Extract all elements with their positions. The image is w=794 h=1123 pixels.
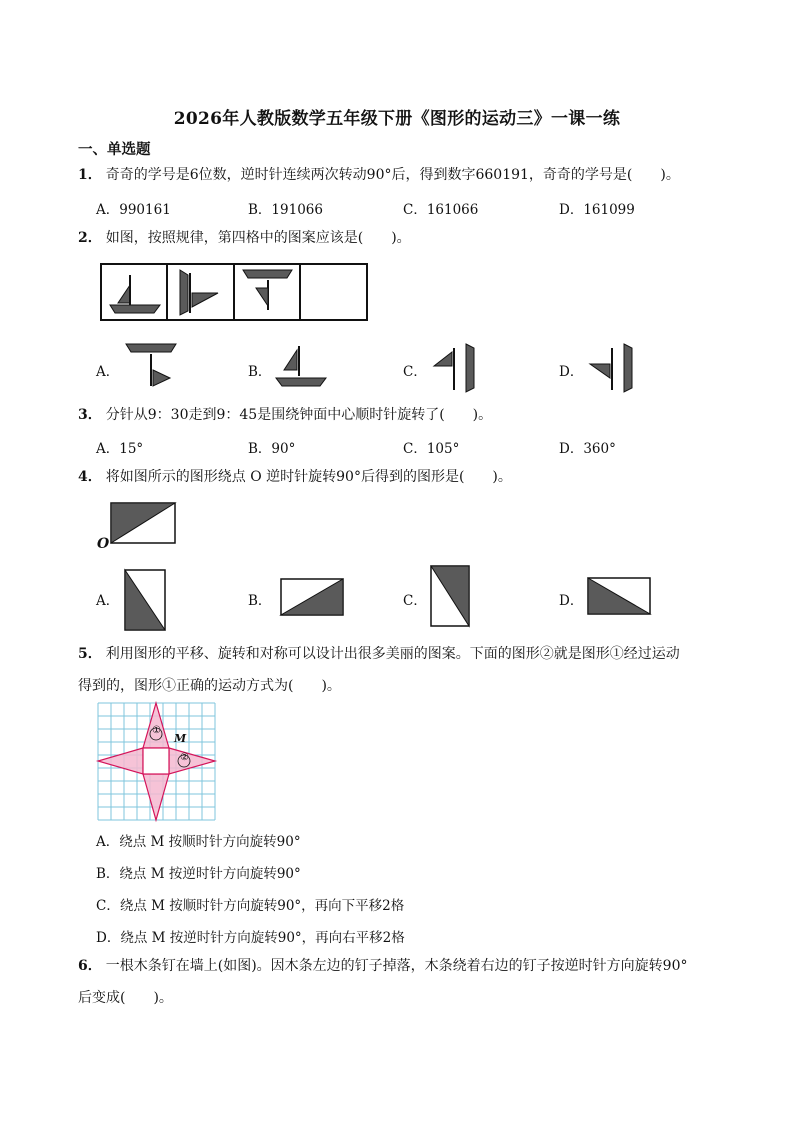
q4-option-b-figure — [280, 578, 344, 616]
point-o-label: O — [97, 536, 110, 552]
section-heading: 一、单选题 — [78, 141, 151, 158]
question-number: 3． — [78, 407, 102, 423]
q3-option-d: D．360° — [559, 441, 616, 457]
question-text: 如图，按照规律，第四格中的图案应该是( )。 — [105, 230, 411, 246]
shape-bottom — [143, 774, 169, 820]
center-square — [143, 748, 169, 774]
q3-option-c: C．105° — [403, 441, 460, 457]
question-4 — [78, 467, 512, 487]
q5-grid-figure — [98, 703, 216, 823]
q2-option-c: C． — [403, 364, 427, 380]
question-text: 将如图所示的图形绕点 O 逆时针旋转90°后得到的图形是( )。 — [105, 469, 512, 485]
q5-option-d: D．绕点 M 按逆时针方向旋转90°，再向右平移2格 — [96, 930, 405, 946]
q1-option-c: C．161066 — [403, 202, 479, 218]
question-1 — [78, 165, 680, 185]
shape-1-label: ① — [152, 725, 161, 736]
q4-option-d-figure — [587, 577, 651, 615]
q2-option-a-figure — [124, 342, 180, 390]
question-number: 1． — [78, 167, 102, 183]
question-text-line-1: 一根木条钉在墙上(如图)。因木条左边的钉子掉落，木条绕着右边的钉子按逆时针方向旋转90° — [105, 958, 688, 974]
q1-option-d: D．161099 — [559, 202, 635, 218]
question-text-line-2: 得到的，图形①正确的运动方式为( )。 — [78, 678, 341, 694]
q2-option-a: A． — [96, 364, 120, 380]
page-title: 2026年人教版数学五年级下册《图形的运动三》一课一练 — [173, 109, 621, 129]
q5-option-a: A．绕点 M 按顺时针方向旋转90° — [96, 834, 301, 850]
question-text-line-1: 利用图形的平移、旋转和对称可以设计出很多美丽的图案。下面的图形②就是图形①经过运动 — [105, 646, 680, 662]
q4-option-b: B． — [248, 593, 272, 609]
question-5 — [78, 644, 680, 664]
question-text: 奇奇的学号是6位数，逆时针连续两次转动90°后，得到数字660191，奇奇的学号是( )。 — [105, 167, 680, 183]
shape-2 — [169, 748, 215, 774]
q2-pattern-strip — [100, 263, 368, 321]
question-6-line-2 — [78, 988, 173, 1008]
q4-option-a: A． — [96, 593, 120, 609]
q1-option-b: B．191066 — [248, 202, 323, 218]
question-number: 5． — [78, 646, 102, 662]
q2-option-b-figure — [272, 342, 328, 390]
q4-option-a-figure — [124, 569, 166, 631]
q3-option-a: A．15° — [96, 441, 144, 457]
q4-option-c-figure — [430, 565, 470, 627]
question-text: 分针从9：30走到9：45是围绕钟面中心顺时针旋转了( )。 — [105, 407, 493, 423]
q1-option-a: A．990161 — [96, 202, 171, 218]
question-3 — [78, 405, 492, 425]
q2-option-c-figure — [430, 342, 480, 394]
shape-left — [98, 748, 143, 774]
question-number: 6． — [78, 958, 102, 974]
q3-option-b: B．90° — [248, 441, 296, 457]
point-m-label: M — [174, 732, 187, 745]
question-5-line-2 — [78, 676, 341, 696]
question-text-line-2: 后变成( )。 — [78, 990, 173, 1006]
question-number: 2． — [78, 230, 102, 246]
q2-option-d-figure — [588, 342, 638, 394]
q4-option-c: C． — [403, 593, 427, 609]
question-number: 4． — [78, 469, 102, 485]
question-6 — [78, 956, 688, 976]
q2-option-b: B． — [248, 364, 272, 380]
q5-option-c: C．绕点 M 按顺时针方向旋转90°，再向下平移2格 — [96, 898, 405, 914]
question-2 — [78, 228, 411, 248]
q5-option-b: B．绕点 M 按逆时针方向旋转90° — [96, 866, 301, 882]
q4-option-d: D． — [559, 593, 584, 609]
shape-2-label: ② — [180, 752, 189, 763]
q4-original-figure — [110, 502, 176, 544]
q2-option-d: D． — [559, 364, 584, 380]
